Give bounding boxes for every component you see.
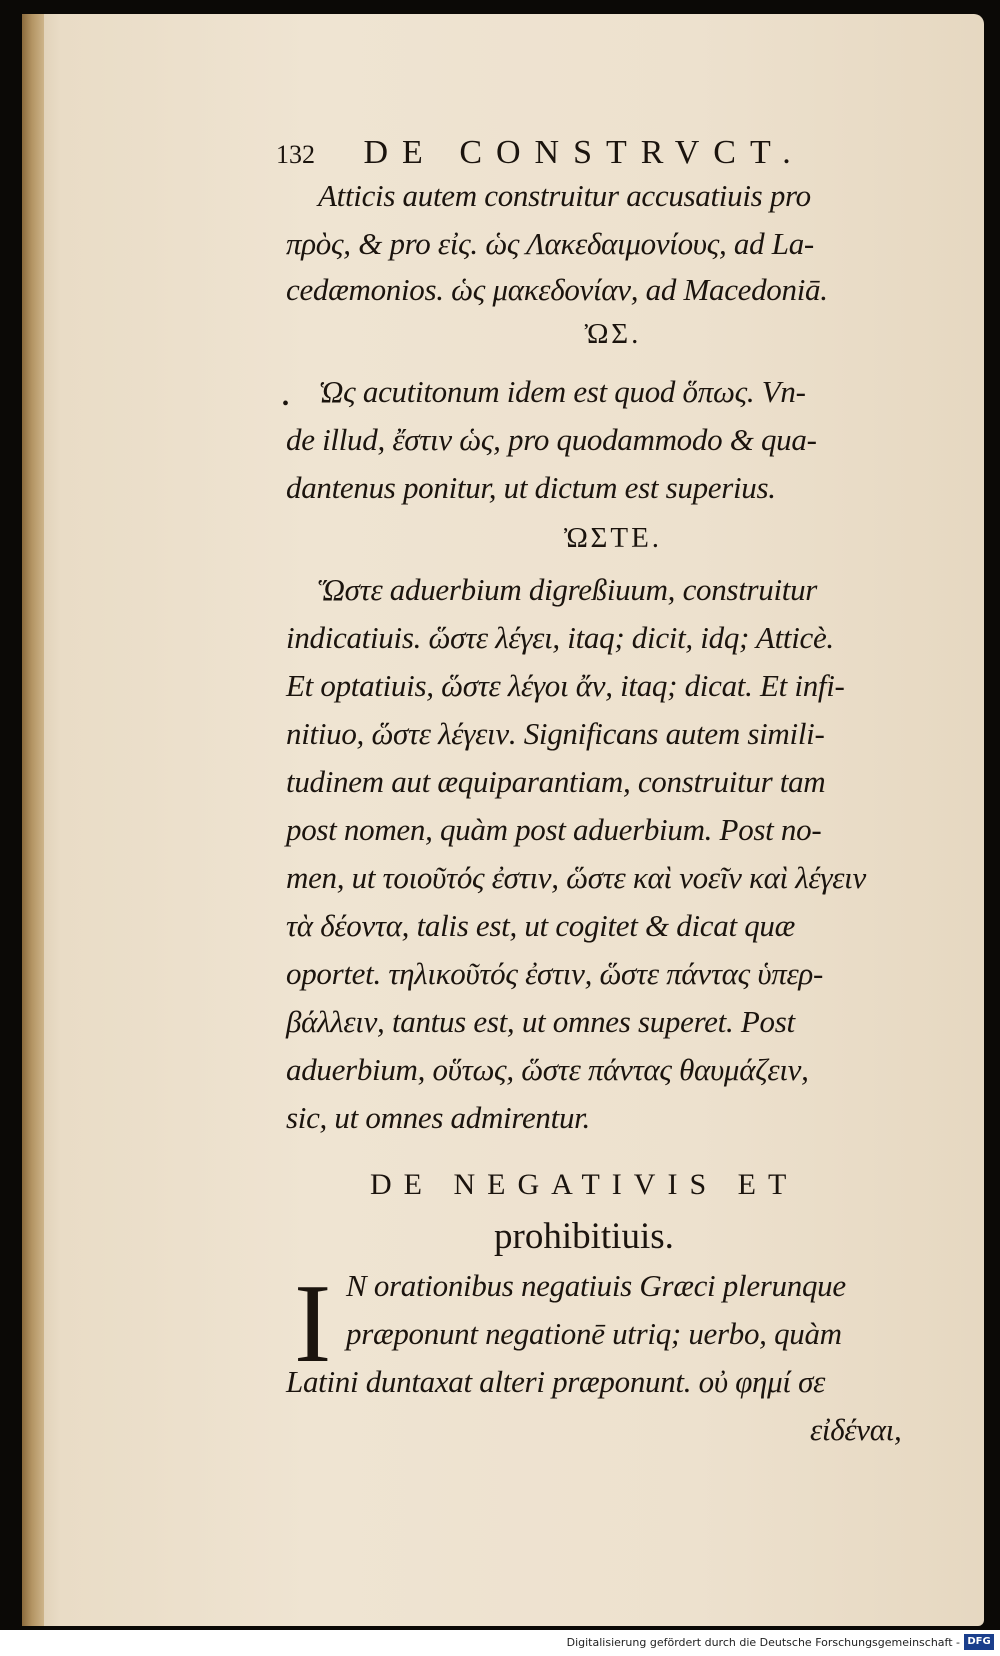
text-line: N orationibus negatiuis Græci plerunque xyxy=(346,1268,846,1303)
section-subheading: prohibitiuis. xyxy=(494,1216,674,1257)
text-line: post nomen, quàm post aduerbium. Post no- xyxy=(286,812,822,847)
running-title: DE CONSTRVCT. xyxy=(363,134,805,171)
text-line: Ὥστε aduerbium digreßiuum, construitur xyxy=(318,572,818,607)
running-head xyxy=(276,134,916,172)
text-line: βάλλειν, tantus est, ut omnes superet. Post xyxy=(286,1004,795,1039)
text-line: dantenus ponitur, ut dictum est superius. xyxy=(286,470,776,505)
text-line: πρὸς, & pro εἰς. ὡς Λακεδαιμονίους, ad La- xyxy=(286,226,814,261)
footer-credit: Digitalisierung gefördert durch die Deutsche Forschungsgemeinschaft - xyxy=(566,1636,960,1649)
section-heading: DE NEGATIVIS ET xyxy=(370,1168,799,1201)
text-line: aduerbium, οὕτως, ὥστε πάντας θαυμάζειν, xyxy=(286,1052,809,1087)
margin-mark: • xyxy=(282,393,290,415)
text-line: cedæmonios. ὡς μακεδονίαν, ad Macedoniā. xyxy=(286,272,828,307)
text-line: τὰ δέοντα, talis est, ut cogitet & dicat quæ xyxy=(286,908,796,943)
text-line: Ὡς acutitonum idem est quod ὅπως. Vn- xyxy=(318,374,806,409)
text-line: sic, ut omnes admirentur. xyxy=(286,1100,590,1135)
dfg-logo: DFG xyxy=(964,1634,994,1650)
text-line: indicatiuis. ὥστε λέγει, itaq; dicit, idq; Atticè. xyxy=(286,620,834,655)
drop-cap-initial: I xyxy=(294,1262,332,1386)
text-line: de illud, ἔστιν ὡς, pro quodammodo & qua- xyxy=(286,422,817,457)
heading-hoste: ὨΣΤΕ. xyxy=(563,522,663,554)
text-line: præponunt negationē utriq; uerbo, quàm xyxy=(346,1316,842,1351)
text-line: εἰδέναι, xyxy=(810,1412,902,1447)
text-line: tudinem aut æquiparantiam, construitur tam xyxy=(286,764,826,799)
text-line: Et optatiuis, ὥστε λέγοι ἄν, itaq; dicat. Et infi- xyxy=(286,668,845,703)
heading-hos: ὨΣ. xyxy=(584,318,642,350)
text-line: nitiuo, ὥστε λέγειν. Significans autem simili- xyxy=(286,716,825,751)
text-line: men, ut τοιοῦτός ἐστιν, ὥστε καὶ νοεῖν καὶ λέγειν xyxy=(286,860,866,895)
text-line: oportet. τηλικοῦτός ἐστιν, ὥστε πάντας ὑπερ- xyxy=(286,956,824,991)
page-number: 132 xyxy=(276,140,315,169)
text-line: Atticis autem construitur accusatiuis pro xyxy=(318,178,811,213)
text-line: Latini duntaxat alteri præponunt. οὐ φημί σε xyxy=(286,1364,826,1399)
